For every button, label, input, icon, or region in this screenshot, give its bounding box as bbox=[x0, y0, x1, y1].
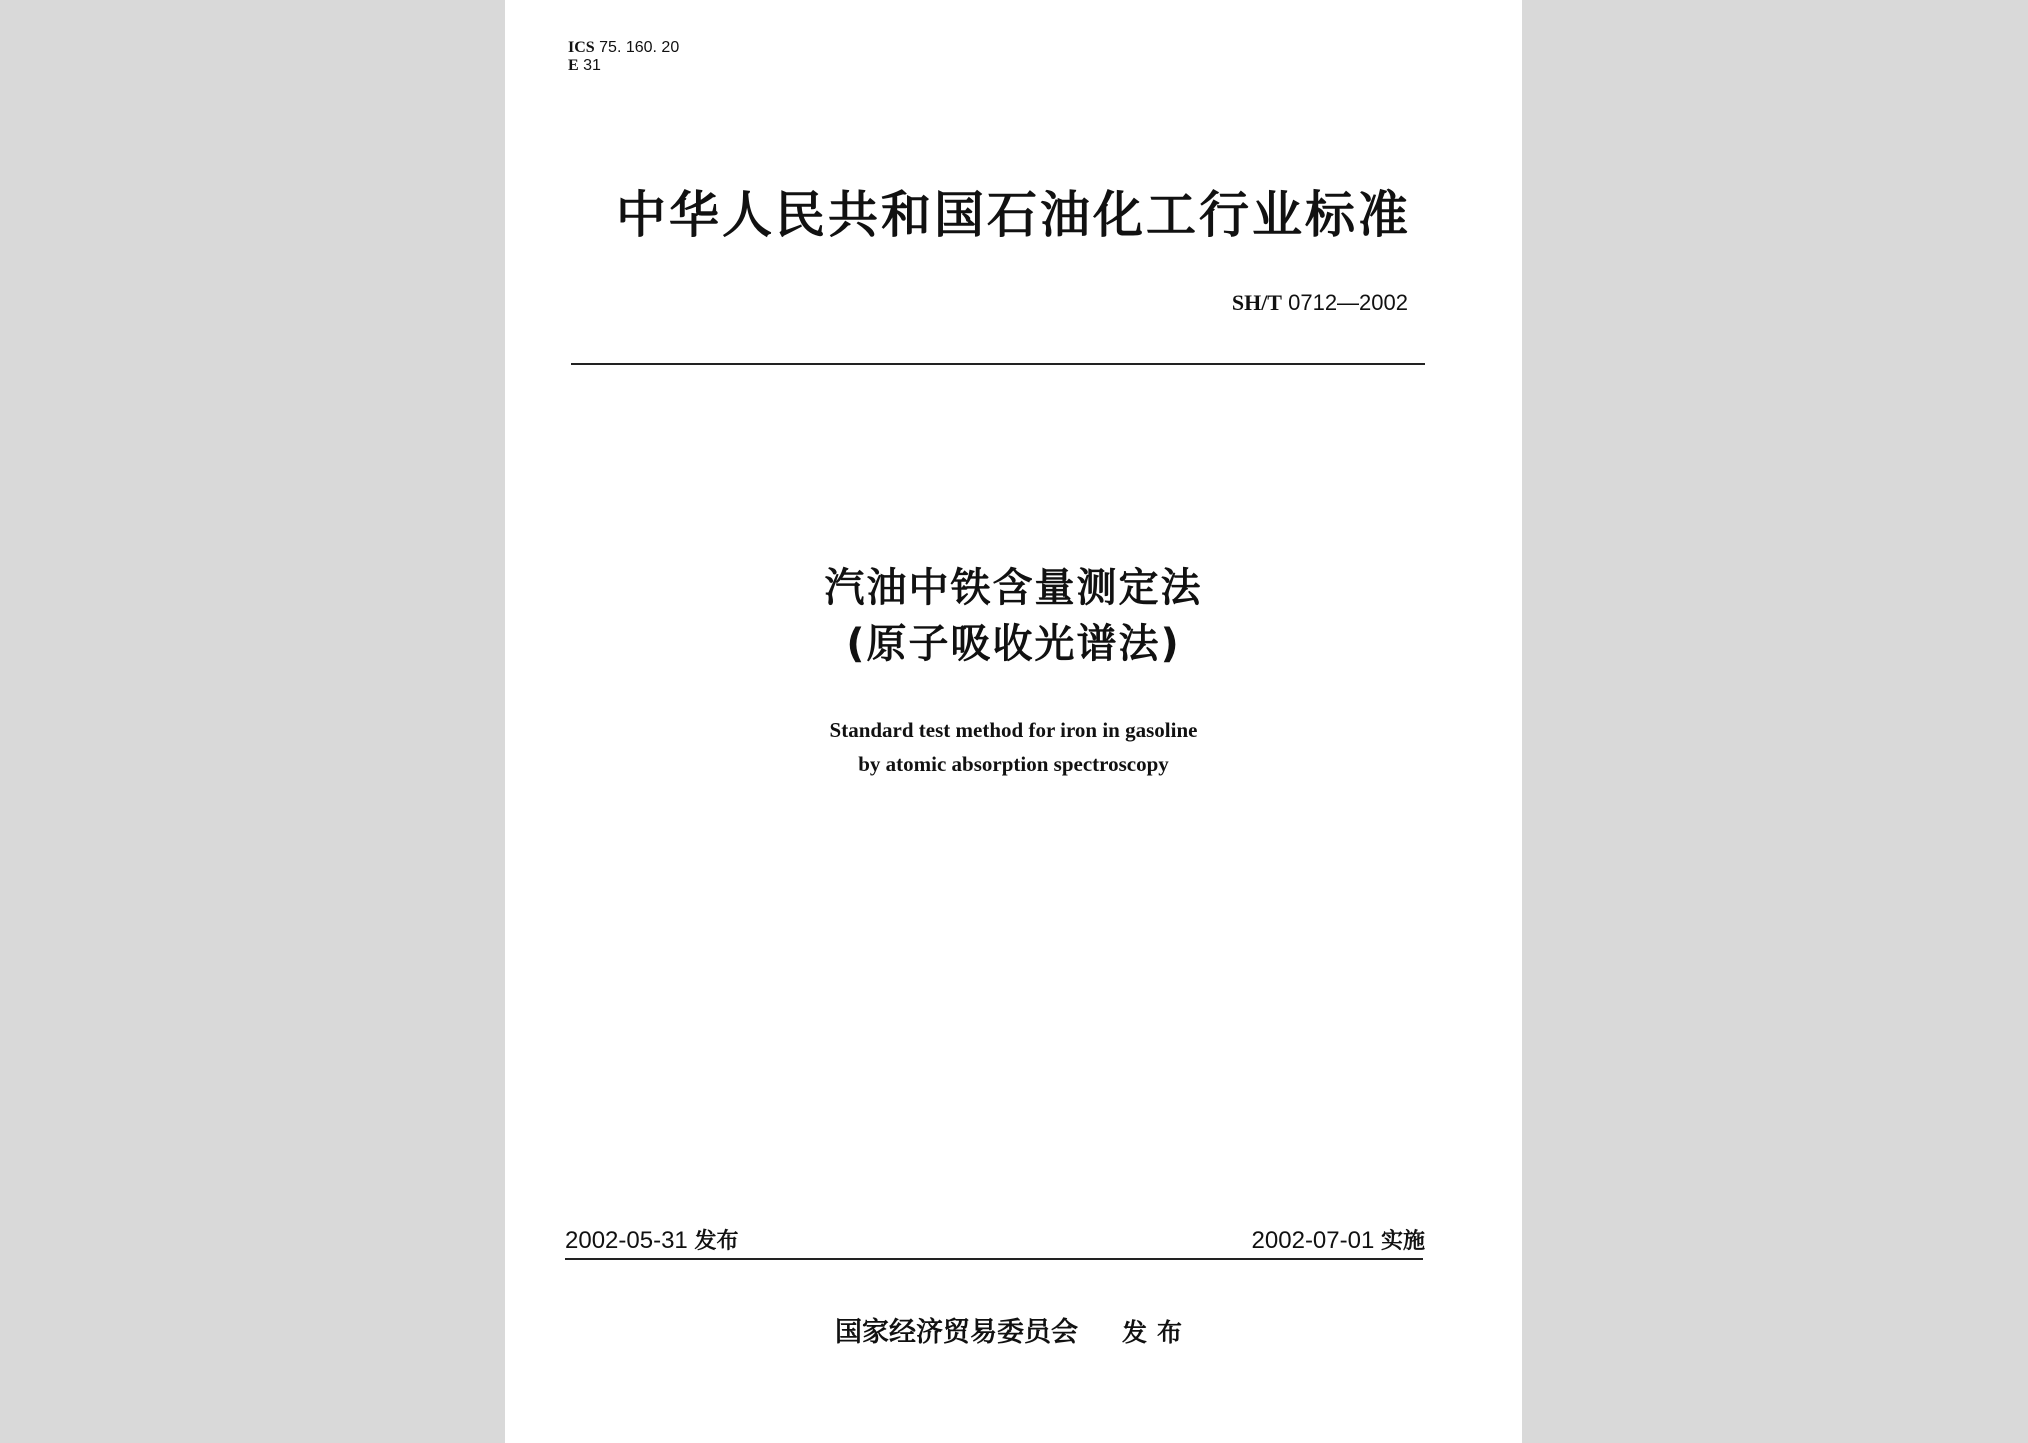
classification-codes bbox=[568, 39, 679, 75]
implementation-date-value: 2002-07-01 bbox=[1251, 1227, 1375, 1254]
english-title-line-1: Standard test method for iron in gasoline bbox=[829, 718, 1198, 742]
english-title-line-2: by atomic absorption spectroscopy bbox=[858, 752, 1169, 776]
ics-label: ICS bbox=[568, 39, 595, 56]
implementation-date bbox=[1252, 1224, 1425, 1255]
issue-date-value: 2002-05-31 bbox=[565, 1227, 688, 1254]
chinese-title-line-1: 汽油中铁含量测定法 bbox=[824, 565, 1203, 611]
chinese-title-line-2: (原子吸收光谱法) bbox=[846, 621, 1181, 667]
ccs-label: E bbox=[568, 57, 579, 74]
chinese-title bbox=[505, 560, 1522, 672]
standard-number-value: 0712—2002 bbox=[1288, 290, 1408, 315]
ccs-code: 31 bbox=[583, 57, 601, 74]
english-title bbox=[505, 713, 1522, 781]
issue-date bbox=[565, 1224, 738, 1255]
standard-header-title: 中华人民共和国石油化工行业标准 bbox=[616, 186, 1411, 244]
standard-number bbox=[1232, 290, 1408, 316]
issue-label: 发布 bbox=[694, 1229, 739, 1254]
issuer-name: 国家经济贸易委员会 bbox=[834, 1317, 1078, 1348]
issuer-action: 发布 bbox=[1121, 1318, 1192, 1347]
implementation-label: 实施 bbox=[1380, 1229, 1425, 1254]
document-page bbox=[505, 0, 1522, 1443]
issuing-authority bbox=[505, 1310, 1522, 1349]
footer-divider bbox=[565, 1258, 1423, 1260]
ics-code: 75. 160. 20 bbox=[599, 39, 680, 56]
header-divider bbox=[571, 363, 1425, 365]
standard-prefix: SH/T bbox=[1231, 290, 1282, 315]
